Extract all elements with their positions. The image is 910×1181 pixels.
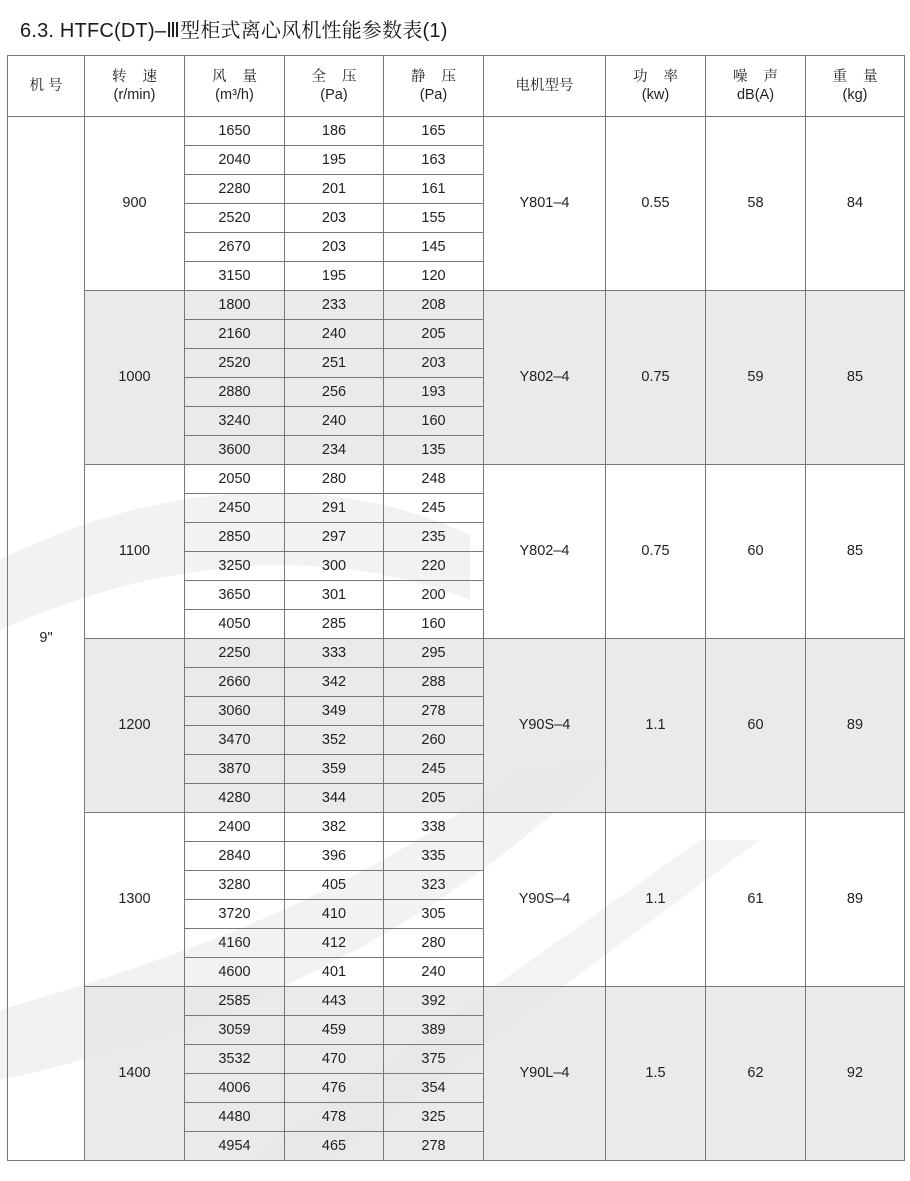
header-weight: 重 量 (kg) — [806, 56, 905, 117]
airflow-cell: 3150 — [185, 262, 285, 291]
performance-table — [7, 55, 905, 1161]
header-power: 功 率 (kw) — [606, 56, 706, 117]
speed-cell: 1000 — [85, 291, 185, 465]
static-pressure-cell: 160 — [384, 610, 484, 639]
total-pressure-cell: 195 — [285, 146, 384, 175]
motor-cell: Y90L–4 — [484, 987, 606, 1161]
static-pressure-cell: 220 — [384, 552, 484, 581]
total-pressure-cell: 195 — [285, 262, 384, 291]
airflow-cell: 4006 — [185, 1074, 285, 1103]
airflow-cell: 3650 — [185, 581, 285, 610]
static-pressure-cell: 280 — [384, 929, 484, 958]
static-pressure-cell: 235 — [384, 523, 484, 552]
static-pressure-cell: 392 — [384, 987, 484, 1016]
table-row — [8, 639, 905, 668]
noise-cell: 61 — [706, 813, 806, 987]
static-pressure-cell: 260 — [384, 726, 484, 755]
static-pressure-cell: 325 — [384, 1103, 484, 1132]
static-pressure-cell: 354 — [384, 1074, 484, 1103]
static-pressure-cell: 163 — [384, 146, 484, 175]
power-cell: 0.55 — [606, 117, 706, 291]
total-pressure-cell: 280 — [285, 465, 384, 494]
static-pressure-cell: 248 — [384, 465, 484, 494]
total-pressure-cell: 478 — [285, 1103, 384, 1132]
airflow-cell: 4480 — [185, 1103, 285, 1132]
header-motor: 电机型号 — [484, 56, 606, 117]
total-pressure-cell: 401 — [285, 958, 384, 987]
airflow-cell: 4600 — [185, 958, 285, 987]
total-pressure-cell: 470 — [285, 1045, 384, 1074]
header-airflow: 风 量 (m³/h) — [185, 56, 285, 117]
airflow-cell: 3470 — [185, 726, 285, 755]
static-pressure-cell: 323 — [384, 871, 484, 900]
power-cell: 0.75 — [606, 465, 706, 639]
static-pressure-cell: 295 — [384, 639, 484, 668]
header-noise: 噪 声 dB(A) — [706, 56, 806, 117]
motor-cell: Y801–4 — [484, 117, 606, 291]
static-pressure-cell: 155 — [384, 204, 484, 233]
weight-cell: 89 — [806, 639, 905, 813]
total-pressure-cell: 233 — [285, 291, 384, 320]
speed-cell: 1300 — [85, 813, 185, 987]
airflow-cell: 1650 — [185, 117, 285, 146]
header-model: 机 号 — [8, 56, 85, 117]
motor-cell: Y802–4 — [484, 465, 606, 639]
speed-cell: 1200 — [85, 639, 185, 813]
total-pressure-cell: 382 — [285, 813, 384, 842]
static-pressure-cell: 193 — [384, 378, 484, 407]
total-pressure-cell: 359 — [285, 755, 384, 784]
static-pressure-cell: 245 — [384, 755, 484, 784]
table-row — [8, 117, 905, 146]
total-pressure-cell: 344 — [285, 784, 384, 813]
weight-cell: 92 — [806, 987, 905, 1161]
static-pressure-cell: 120 — [384, 262, 484, 291]
power-cell: 0.75 — [606, 291, 706, 465]
weight-cell: 84 — [806, 117, 905, 291]
total-pressure-cell: 240 — [285, 320, 384, 349]
airflow-cell: 3720 — [185, 900, 285, 929]
airflow-cell: 2520 — [185, 349, 285, 378]
motor-cell: Y90S–4 — [484, 813, 606, 987]
total-pressure-cell: 476 — [285, 1074, 384, 1103]
total-pressure-cell: 443 — [285, 987, 384, 1016]
noise-cell: 62 — [706, 987, 806, 1161]
total-pressure-cell: 412 — [285, 929, 384, 958]
table-row — [8, 987, 905, 1016]
speed-cell: 900 — [85, 117, 185, 291]
speed-cell: 1400 — [85, 987, 185, 1161]
total-pressure-cell: 240 — [285, 407, 384, 436]
static-pressure-cell: 160 — [384, 407, 484, 436]
static-pressure-cell: 161 — [384, 175, 484, 204]
airflow-cell: 3870 — [185, 755, 285, 784]
table-body — [8, 117, 905, 1161]
noise-cell: 58 — [706, 117, 806, 291]
static-pressure-cell: 240 — [384, 958, 484, 987]
static-pressure-cell: 338 — [384, 813, 484, 842]
total-pressure-cell: 352 — [285, 726, 384, 755]
total-pressure-cell: 465 — [285, 1132, 384, 1161]
airflow-cell: 2400 — [185, 813, 285, 842]
table-row — [8, 291, 905, 320]
static-pressure-cell: 375 — [384, 1045, 484, 1074]
airflow-cell: 1800 — [185, 291, 285, 320]
static-pressure-cell: 203 — [384, 349, 484, 378]
airflow-cell: 3280 — [185, 871, 285, 900]
airflow-cell: 2670 — [185, 233, 285, 262]
total-pressure-cell: 396 — [285, 842, 384, 871]
airflow-cell: 2880 — [185, 378, 285, 407]
total-pressure-cell: 349 — [285, 697, 384, 726]
model-number-cell: 9" — [8, 117, 85, 1161]
airflow-cell: 3600 — [185, 436, 285, 465]
total-pressure-cell: 405 — [285, 871, 384, 900]
speed-cell: 1100 — [85, 465, 185, 639]
weight-cell: 89 — [806, 813, 905, 987]
airflow-cell: 2280 — [185, 175, 285, 204]
airflow-cell: 3059 — [185, 1016, 285, 1045]
motor-cell: Y802–4 — [484, 291, 606, 465]
total-pressure-cell: 459 — [285, 1016, 384, 1045]
airflow-cell: 2840 — [185, 842, 285, 871]
airflow-cell: 4954 — [185, 1132, 285, 1161]
airflow-cell: 2660 — [185, 668, 285, 697]
static-pressure-cell: 200 — [384, 581, 484, 610]
table-row — [8, 813, 905, 842]
airflow-cell: 2850 — [185, 523, 285, 552]
airflow-cell: 2450 — [185, 494, 285, 523]
noise-cell: 60 — [706, 465, 806, 639]
total-pressure-cell: 186 — [285, 117, 384, 146]
power-cell: 1.1 — [606, 639, 706, 813]
header-static-pressure: 静 压 (Pa) — [384, 56, 484, 117]
static-pressure-cell: 205 — [384, 320, 484, 349]
total-pressure-cell: 251 — [285, 349, 384, 378]
airflow-cell: 4160 — [185, 929, 285, 958]
static-pressure-cell: 335 — [384, 842, 484, 871]
airflow-cell: 3240 — [185, 407, 285, 436]
static-pressure-cell: 205 — [384, 784, 484, 813]
total-pressure-cell: 410 — [285, 900, 384, 929]
airflow-cell: 4050 — [185, 610, 285, 639]
total-pressure-cell: 297 — [285, 523, 384, 552]
static-pressure-cell: 165 — [384, 117, 484, 146]
total-pressure-cell: 342 — [285, 668, 384, 697]
header-row — [8, 56, 905, 117]
airflow-cell: 3060 — [185, 697, 285, 726]
airflow-cell: 3250 — [185, 552, 285, 581]
airflow-cell: 2520 — [185, 204, 285, 233]
airflow-cell: 3532 — [185, 1045, 285, 1074]
airflow-cell: 4280 — [185, 784, 285, 813]
airflow-cell: 2040 — [185, 146, 285, 175]
header-total-pressure: 全 压 (Pa) — [285, 56, 384, 117]
total-pressure-cell: 203 — [285, 204, 384, 233]
power-cell: 1.1 — [606, 813, 706, 987]
power-cell: 1.5 — [606, 987, 706, 1161]
static-pressure-cell: 145 — [384, 233, 484, 262]
static-pressure-cell: 278 — [384, 697, 484, 726]
total-pressure-cell: 285 — [285, 610, 384, 639]
weight-cell: 85 — [806, 465, 905, 639]
weight-cell: 85 — [806, 291, 905, 465]
total-pressure-cell: 333 — [285, 639, 384, 668]
airflow-cell: 2160 — [185, 320, 285, 349]
total-pressure-cell: 301 — [285, 581, 384, 610]
static-pressure-cell: 305 — [384, 900, 484, 929]
static-pressure-cell: 208 — [384, 291, 484, 320]
static-pressure-cell: 389 — [384, 1016, 484, 1045]
header-speed: 转 速 (r/min) — [85, 56, 185, 117]
airflow-cell: 2585 — [185, 987, 285, 1016]
total-pressure-cell: 300 — [285, 552, 384, 581]
static-pressure-cell: 135 — [384, 436, 484, 465]
total-pressure-cell: 203 — [285, 233, 384, 262]
static-pressure-cell: 288 — [384, 668, 484, 697]
total-pressure-cell: 291 — [285, 494, 384, 523]
noise-cell: 60 — [706, 639, 806, 813]
static-pressure-cell: 278 — [384, 1132, 484, 1161]
table-row — [8, 465, 905, 494]
static-pressure-cell: 245 — [384, 494, 484, 523]
total-pressure-cell: 201 — [285, 175, 384, 204]
airflow-cell: 2050 — [185, 465, 285, 494]
total-pressure-cell: 256 — [285, 378, 384, 407]
page-title: 6.3. HTFC(DT)–Ⅲ型柜式离心风机性能参数表(1) — [20, 20, 448, 42]
motor-cell: Y90S–4 — [484, 639, 606, 813]
noise-cell: 59 — [706, 291, 806, 465]
total-pressure-cell: 234 — [285, 436, 384, 465]
airflow-cell: 2250 — [185, 639, 285, 668]
